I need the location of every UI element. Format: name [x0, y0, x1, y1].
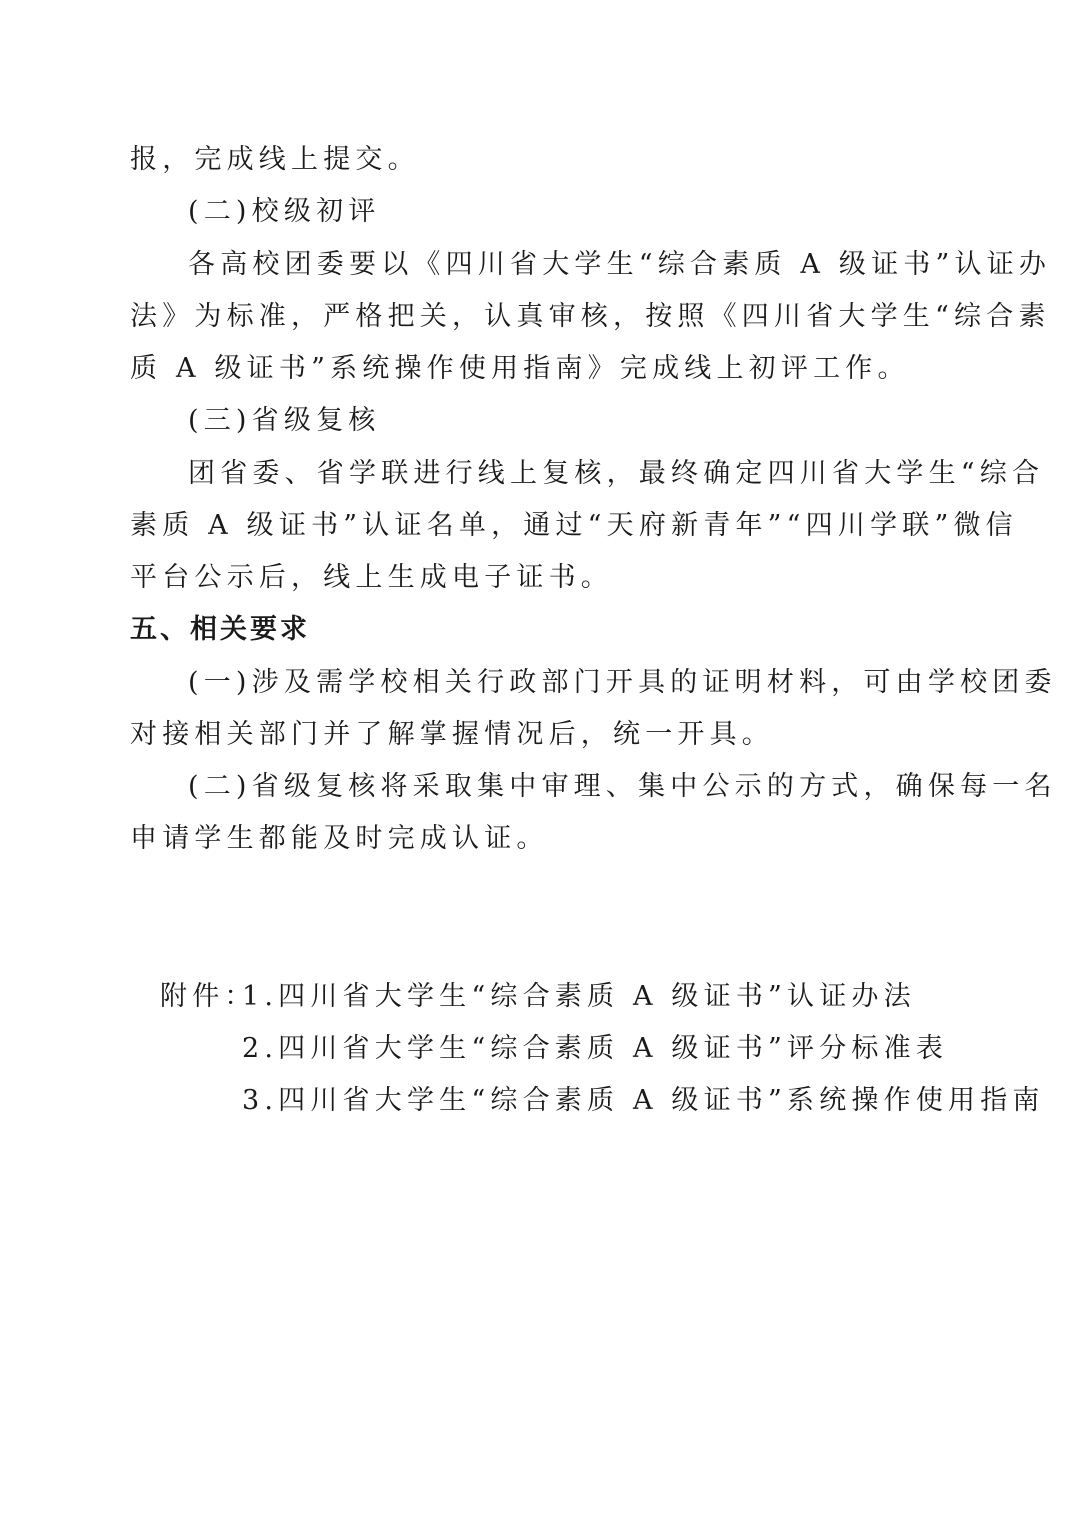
sub-heading-school-review: (二)校级初评 — [188, 196, 381, 227]
attachments-label: 附件： — [160, 981, 257, 1012]
paragraph-line: 申请学生都能及时完成认证。 — [130, 823, 549, 854]
paragraph-line: (二)省级复核将采取集中审理、集中公示的方式，确保每一名 — [188, 771, 1057, 802]
paragraph-line: 团省委、省学联进行线上复核，最终确定四川省大学生“综合 — [188, 458, 1045, 489]
paragraph-line: (一)涉及需学校相关行政部门开具的证明材料，可由学校团委 — [188, 667, 1057, 698]
paragraph-line: 对接相关部门并了解掌握情况后，统一开具。 — [130, 719, 774, 750]
attachment-item: 2.四川省大学生“综合素质 A 级证书”评分标准表 — [242, 1033, 949, 1064]
paragraph-line: 报，完成线上提交。 — [130, 144, 420, 175]
paragraph-line: 法》为标准，严格把关，认真审核，按照《四川省大学生“综合素 — [130, 301, 1051, 332]
paragraph-line: 素质 A 级证书”认证名单，通过“天府新青年”“四川学联”微信 — [130, 510, 1018, 541]
attachment-item: 1.四川省大学生“综合素质 A 级证书”认证办法 — [242, 981, 916, 1012]
paragraph-line: 各高校团委要以《四川省大学生“综合素质 A 级证书”认证办 — [188, 249, 1052, 280]
attachment-item: 3.四川省大学生“综合素质 A 级证书”系统操作使用指南 — [242, 1085, 1045, 1116]
paragraph-line: 平台公示后，线上生成电子证书。 — [130, 562, 613, 593]
sub-heading-provincial-review: (三)省级复核 — [188, 405, 381, 436]
paragraph-line: 质 A 级证书”系统操作使用指南》完成线上初评工作。 — [130, 353, 910, 384]
section-heading: 五、相关要求 — [130, 614, 310, 645]
